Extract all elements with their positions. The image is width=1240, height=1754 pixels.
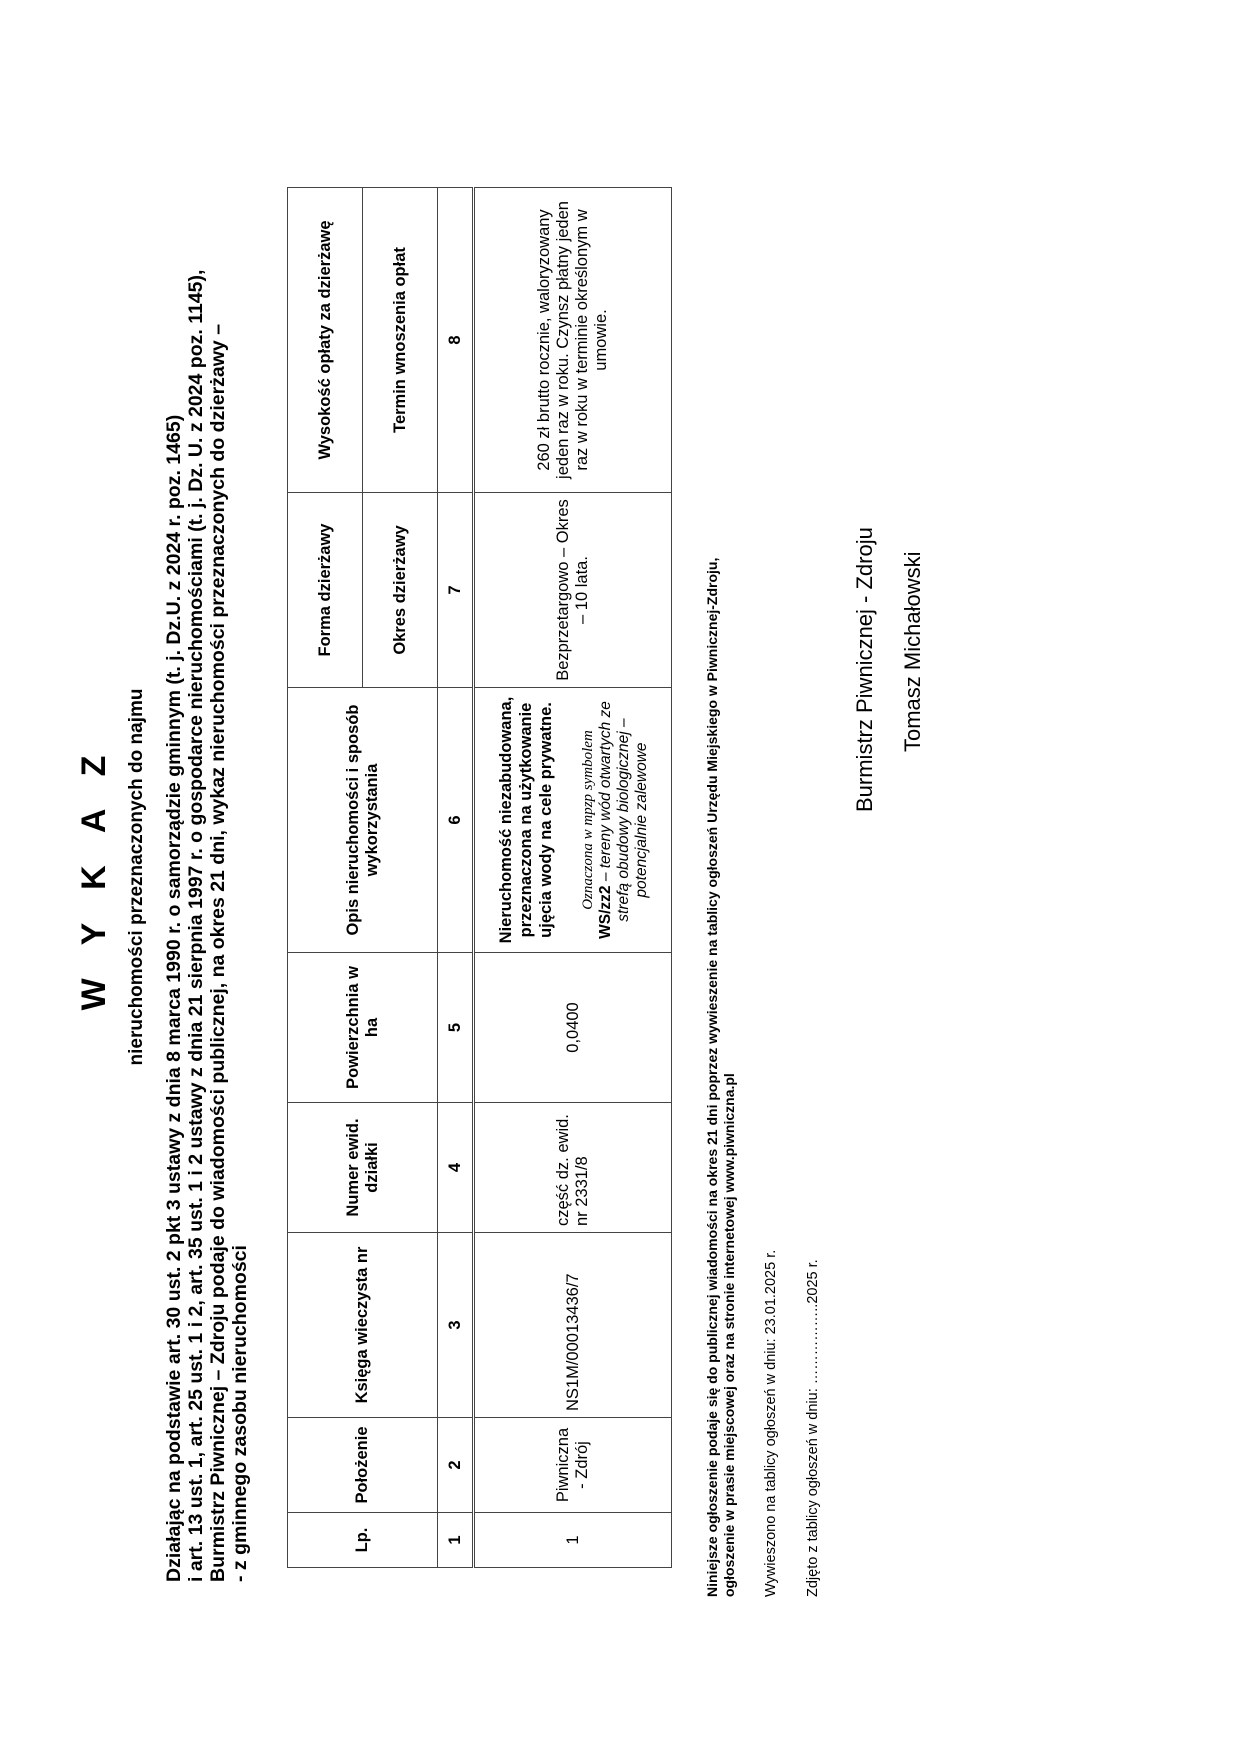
cell-fee: 260 zł brutto rocznie, waloryzowany jeden raz w roku. Czynsz płatny jeden raz w roku w terminie określonym w umowie.: [474, 188, 672, 493]
cell-land-register: NS1M/00013436/7: [474, 1233, 672, 1418]
column-number: 7: [438, 493, 474, 688]
column-number: 8: [438, 188, 474, 493]
header-land-register: Księga wieczysta nr: [288, 1233, 438, 1418]
notice-line: ogłoszenie w prasie miejscowej oraz na stronie internetowej www.piwniczna.pl: [721, 1073, 737, 1597]
column-number: 3: [438, 1233, 474, 1418]
table-row: [474, 188, 672, 1568]
description-main: Nieruchomość niezabudowana, przeznaczona na użytkowanie ujęcia wody na cele prywatne.: [496, 696, 555, 944]
document-subtitle: nieruchomości przeznaczonych do najmu: [126, 688, 147, 1066]
signature-name: Tomasz Michałowski: [900, 551, 925, 752]
notice-line: Niniejsze ogłoszenie podaje się do publicznej wiadomości na okres 21 dni poprzez wywieszenie na tablicy ogłoszeń Urzędu Miejskiego w Piwnicznej-Zdroju,: [704, 557, 720, 1597]
header-fee-term: Termin wnoszenia opłat: [363, 188, 438, 493]
cell-plot-number: część dz. ewid. nr 2331/8: [474, 1103, 672, 1233]
column-number: 1: [438, 1513, 474, 1568]
header-fee-amount: Wysokość opłaty za dzierżawę: [288, 188, 363, 493]
intro-line: - z gminnego zasobu nieruchomości: [229, 1245, 251, 1582]
table-header-row: [288, 188, 363, 1568]
signature-title: Burmistrz Piwnicznej - Zdroju: [852, 527, 877, 812]
cell-lease: Bezprzetargowo – Okres – 10 lata.: [474, 493, 672, 688]
cell-area: 0,0400: [474, 953, 672, 1103]
zoning-symbol: WS/zz2: [596, 885, 614, 939]
intro-line: Działając na podstawie art. 30 ust. 2 pkt 3 ustawy z dnia 8 marca 1990 r. o samorządzie gminnym (t. j. Dz.U. z 2024 r. poz. 1465): [163, 414, 185, 1582]
cell-location: Piwniczna - Zdrój: [474, 1418, 672, 1513]
header-lease-period: Okres dzierżawy: [363, 493, 438, 688]
column-number: 2: [438, 1418, 474, 1513]
posted-date: Wywieszono na tablicy ogłoszeń w dniu: 23.01.2025 r.: [763, 1249, 779, 1597]
column-number: 6: [438, 688, 474, 953]
property-list-table: [287, 187, 672, 1568]
zoning-text: – tereny wód otwartych ze strefą obudowy biologicznej – potencjalnie zalewowe: [596, 701, 650, 922]
column-number-row: [438, 188, 474, 1568]
publication-notice: [704, 97, 738, 1597]
header-lease-form: Forma dzierżawy: [288, 493, 363, 688]
intro-line: i art. 13 ust. 1, art. 25 ust. 1 i 2, art. 35 ust. 1 i 2 ustawy z dnia 21 sierpnia 1997 r. o gospodarce nieruchomościami (t. j. Dz. U. z 2024 poz. 1145),: [185, 269, 207, 1582]
column-number: 5: [438, 953, 474, 1103]
header-lp: Lp.: [288, 1513, 438, 1568]
header-plot-number: Numer ewid. działki: [288, 1103, 438, 1233]
header-area: Powierzchnia w ha: [288, 953, 438, 1103]
intro-line: Burmistrz Piwnicznej – Zdroju podaje do wiadomości publicznej, na okres 21 dni, wykaz nieruchomości przeznaczonych do dzierżawy –: [207, 323, 229, 1582]
intro-paragraph: [163, 12, 251, 1582]
header-location: Położenie: [288, 1418, 438, 1513]
column-number: 4: [438, 1103, 474, 1233]
description-note: Oznaczona w mpzp symbolem: [579, 730, 596, 910]
header-description: Opis nieruchomości i sposób wykorzystania: [288, 688, 438, 953]
description-zone: [597, 694, 651, 946]
cell-description: [474, 688, 672, 953]
removed-date: Zdjęto z tablicy ogłoszeń w dniu: ……………..2025 r.: [805, 1259, 821, 1597]
document-title: W Y K A Z: [75, 743, 113, 1011]
cell-lp: 1: [474, 1513, 672, 1568]
